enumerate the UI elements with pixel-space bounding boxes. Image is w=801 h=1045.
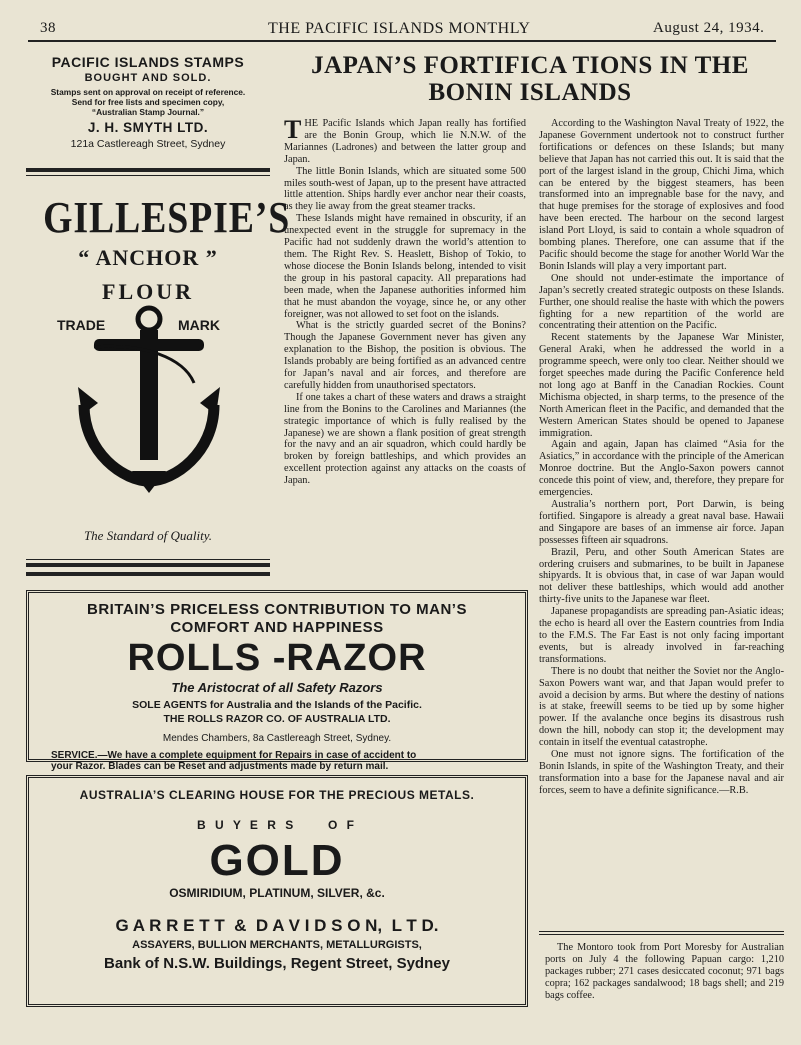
article-paragraph: Japanese propagandists are spreading pan-Asiatic ideas; the echo is heard all over the Eastern countries from India to the F.M.S. The Far East is not only facing important events, but is already involved in far-reaching transformations. (539, 606, 784, 665)
page-number: 38 (40, 20, 56, 36)
divider (26, 559, 270, 560)
stamps-line: “Australian Stamp Journal.” (91, 107, 205, 117)
gillespie-product: “ ANCHOR ” (78, 245, 218, 270)
article-paragraph: One should not under-estimate the importance of Japan’s secretly created strategic outposts on these Islands. Further, one should realise the haste with which the powers fighting for a new repartition of the world are concentrating their attention on the Pacific. (539, 272, 784, 332)
stamps-line: Stamps sent on approval on receipt of reference. (50, 87, 246, 97)
article-paragraph: Again and again, Japan has claimed “Asia for the Asiatics,” in accordance with the principle of the American Monroe doctrine. But the Anglo-Saxon powers cannot concede this point of view, and, therefore, they prepare for emergencies. (539, 439, 784, 499)
stamps-line: Send for free lists and specimen copy, (71, 97, 225, 107)
rolls-tagline: The Aristocrat of all Safety Razors (171, 680, 383, 695)
article-headline (284, 52, 776, 106)
divider (539, 931, 784, 932)
article-paragraph: According to the Washington Naval Treaty of 1922, the Japanese Government undertook not to construct further fortifications or defences on these Islands; but many believe that Japan has not carried this out. It is said that the port of the largest island in the group, Chichi Jima, which can be entered by the biggest steamers, has been transformed into an impregnable base for the navy, and that huge premises for the storage of explosives and food have been erected. The harbour on the second largest island Port Lloyd, is said to contain a whole squadron of bombing planes. Therefore, one can assume that if the Pacific should become the stage for another World War the Bonin Islands will play a very important part. (539, 118, 784, 272)
article-paragraph: One must not ignore signs. The fortification of the Bonin Islands, in spite of the Washington Treaty, and their transformation into a base for the Japanese naval and air forces, seem to have a definite significance.—R.B. (539, 749, 784, 796)
article-paragraph: Australia’s northern port, Port Darwin, is being fortified. Singapore is already a great naval base. Hawaii and Singapore are bases of an immense air force. Japan possesses fifteen air squadrons. (539, 499, 784, 546)
article-paragraph: Brazil, Peru, and other South American States are ordering cruisers and submarines, to be built in Japanese shipyards. It is obvious that, in case of war Japan would not deliver these battleships, which would add another thirty-five units to the Japanese war fleet. (539, 546, 784, 606)
stamps-title: PACIFIC ISLANDS STAMPS (51, 54, 245, 70)
divider (26, 168, 270, 172)
rolls-service: SERVICE.—We have a complete equipment for Repairs in case of accident to (51, 750, 417, 761)
divider (26, 175, 270, 176)
rolls-agents: THE ROLLS RAZOR CO. OF AUSTRALIA LTD. (163, 713, 391, 725)
publication-title: THE PACIFIC ISLANDS MONTHLY (268, 20, 531, 37)
gold-headline: AUSTRALIA’S CLEARING HOUSE FOR THE PRECIOUS METALS. (79, 788, 475, 802)
divider (539, 934, 784, 935)
divider (26, 572, 270, 576)
article-column-1 (284, 118, 526, 578)
rolls-headline: COMFORT AND HAPPINESS (170, 619, 384, 636)
article-paragraph: If one takes a chart of these waters and draws a straight line from the Bonins to the Carolines and Mariannes (the strategic importance of which is fully realised by the Japanese) we are shown a flank position of great strength for the navy and an air squadron, which could hardly be broken by foreign battleships, and which provides an excellent protection against any attacks on the coasts of Japan. (284, 391, 526, 487)
article-paragraph: What is the strictly guarded secret of the Bonins? Though the Japanese Government never has given any explanation to the Bishop, the position is obvious. The Islands probably are being fortified as an advanced centre for Japan’s naval and air forces, and therefore are carefully hidden from unauthorised spectators. (284, 320, 526, 391)
gillespie-flour: FLOUR (102, 279, 194, 304)
article-paragraph: There is no doubt that neither the Soviet nor the Anglo-Saxon Powers want war, and that Japan would prefer to avoid a decision by arms. But where the destiny of nations is at stake, freewill seems to be tied up by some higher power. If the avalanche once begins its disastrous rush down the hill, nobody can stop it; the development may contain in itself the eventual catastrophe. (539, 665, 784, 749)
gold-buyers: B U Y E R S O F (197, 818, 357, 832)
mark-label: MARK (178, 317, 220, 333)
gillespie-advertisement (26, 193, 291, 555)
trade-label: TRADE (57, 317, 106, 333)
gillespie-brand: GILLESPIE’S (43, 193, 291, 242)
rolls-service: your Razor. Blades can be Reset and adjustments made by return mail. (51, 761, 389, 772)
divider (26, 563, 270, 567)
gillespie-tagline: The Standard of Quality. (83, 528, 213, 543)
article-paragraph: These Islands might have remained in obscurity, if an unexpected event in the struggle for supremacy in the Pacific had not suddenly drawn the world’s attention to them. The Right Rev. S. Heaslett, Bishop of Tokio, to whose diocese the Bonin Islands belong, intended to visit the group in his pastoral capacity. All preparations had been made, when the Japanese authorities informed him that he must abandon the voyage, since he, or any other foreigner, was not allowed to set foot on the islands. (284, 213, 526, 320)
article-paragraph: Recent statements by the Japanese War Minister, General Araki, when he addressed the world in a programme speech, were only too clear. Neither should we forget speeches made during the Pacific Conference held not long ago at Banff in the Canadian Rockies. Count Michisma objected, in sharp terms, to the presence of the North American fleet in the Pacific, and demanded that the Western American States should be opened to Japanese immigration. (539, 332, 784, 439)
montoro-cargo-note (545, 942, 784, 1004)
stamps-advertisement (26, 54, 270, 150)
rolls-address: Mendes Chambers, 8a Castlereagh Street, Sydney. (162, 733, 392, 744)
montoro-text: The Montoro took from Port Moresby for Australian ports on July 4 the following Papuan cargo: 1,210 packages rubber; 271 cases desiccated coconut; 971 bags copra; 162 packages sandalwood; 18 bags shell; and 219 bags coffee. (545, 942, 784, 1001)
stamps-subtitle: BOUGHT AND SOLD. (84, 72, 212, 84)
rolls-headline: BRITAIN’S PRICELESS CONTRIBUTION TO MAN’S (87, 601, 467, 618)
article-column-2 (539, 118, 784, 926)
rolls-brand: ROLLS -RAZOR (127, 637, 427, 679)
page-header (28, 18, 776, 42)
article-paragraph: The little Bonin Islands, which are situated some 500 miles south-west of Japan, up to the present have attracted little attention. Ships hardly ever anchor near their coasts, as they lie away from the great steamer tracks. (284, 165, 526, 213)
headline-line: BONIN ISLANDS (428, 79, 632, 106)
gold-trades: ASSAYERS, BULLION MERCHANTS, METALLURGISTS, (132, 939, 422, 951)
gold-word: GOLD (209, 836, 345, 885)
issue-date: August 24, 1934. (653, 20, 765, 36)
article-paragraph: THE Pacific Islands which Japan really has fortified are the Bonin Group, which lie N.N.W. of the Mariannes (Ladrones) and between the latter group and Japan. (284, 118, 526, 165)
gold-advertisement (26, 775, 528, 1007)
gold-address: Bank of N.S.W. Buildings, Regent Street, Sydney (104, 955, 450, 972)
rolls-agents: SOLE AGENTS for Australia and the Islands of the Pacific. (132, 699, 422, 711)
gold-company: G A R R E T T & D A V I D S O N, L T D. (115, 916, 439, 935)
rolls-razor-advertisement (26, 590, 528, 772)
headline-line: JAPAN’S FORTIFICA TIONS IN THE (311, 52, 749, 79)
stamps-address: 121a Castlereagh Street, Sydney (70, 138, 226, 150)
anchor-icon (74, 303, 224, 495)
gold-metals: OSMIRIDIUM, PLATINUM, SILVER, &c. (169, 886, 385, 900)
stamps-company: J. H. SMYTH LTD. (87, 120, 209, 135)
drop-cap: T (284, 118, 302, 144)
